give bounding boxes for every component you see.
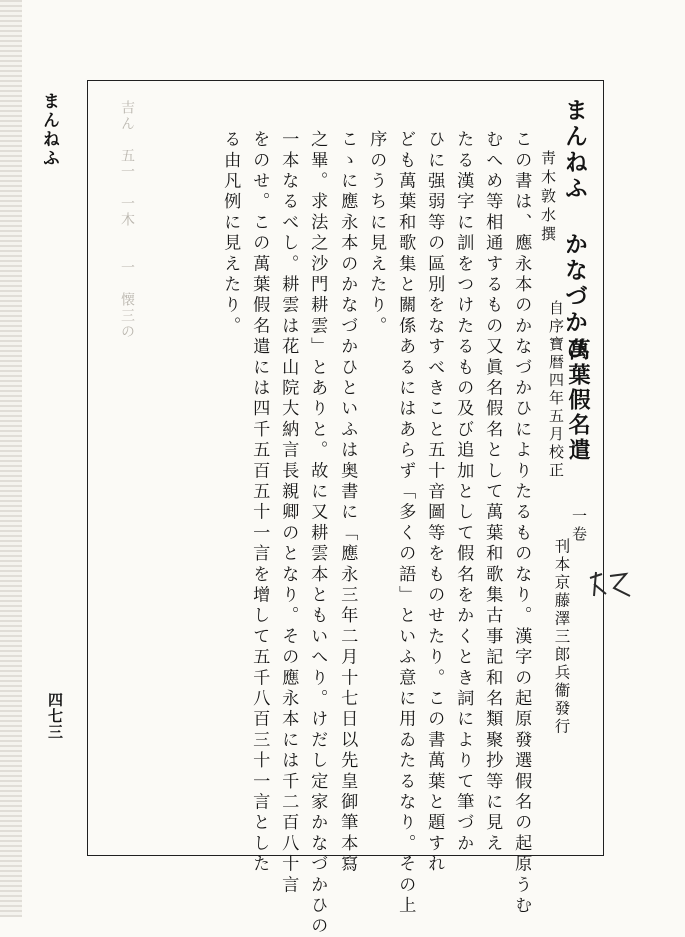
bleed-through-text: 吉ん 五一 一木 一 懐三の — [119, 100, 135, 340]
main-heading: 萬葉假名遣 — [565, 338, 591, 463]
body-column: この書は、應永本のかなづかひによりたるものなり。漢字の起原發選假名の起原うむ — [511, 130, 532, 917]
body-column: 之畢。求法之沙門耕雲」とありと。故に又耕雲本ともいへり。けだし定家かなづかひの — [307, 130, 328, 937]
handwritten-mark — [584, 570, 634, 600]
body-column: むへめ等相通するもの又眞名假名として萬葉和歌集古事記和名類聚抄等に見え — [482, 130, 503, 855]
body-column: る由凡例に見えたり。 — [220, 130, 241, 337]
page-number: 四七三 — [46, 692, 64, 740]
running-head: まんねふ — [39, 92, 59, 168]
body-column: たる漢字に訓をつけたるもの及び追加として假名をかくとき詞によりて筆づか — [453, 130, 474, 855]
entry-title: まんねふ かなづかひ — [561, 98, 588, 362]
body-column: 序のうちに見えたり。 — [366, 130, 387, 337]
volume-note: 一卷 — [570, 508, 588, 544]
body-column: 一本なるべし。耕雲は花山院大納言長親卿のとなり。その應永本には千二百八十言 — [278, 130, 299, 896]
preface-note: 自序寶暦四年五月校正 — [547, 300, 565, 480]
body-column: こゝに應永本のかなづかひといふは奥書に「應永三年二月十七日以先皇御筆本寫 — [337, 130, 358, 876]
author: 靑木敦水撰 — [539, 150, 557, 245]
page-edge-shadow — [0, 0, 22, 917]
publisher-info: 刊本京藤澤三郎兵衞發行 — [552, 538, 571, 736]
body-column: ひに强弱等の區別をなすべきこと五十音圖等をものせたり。この書萬葉と題すれ — [424, 130, 445, 876]
body-column: ども萬葉和歌集と關係あるにはあらず「多くの語」といふ意に用ゐたるなり。その上 — [395, 130, 416, 917]
body-column: をのせ。この萬葉假名遣には四千五百五十一言を增して五千八百三十一言とした — [249, 130, 270, 876]
